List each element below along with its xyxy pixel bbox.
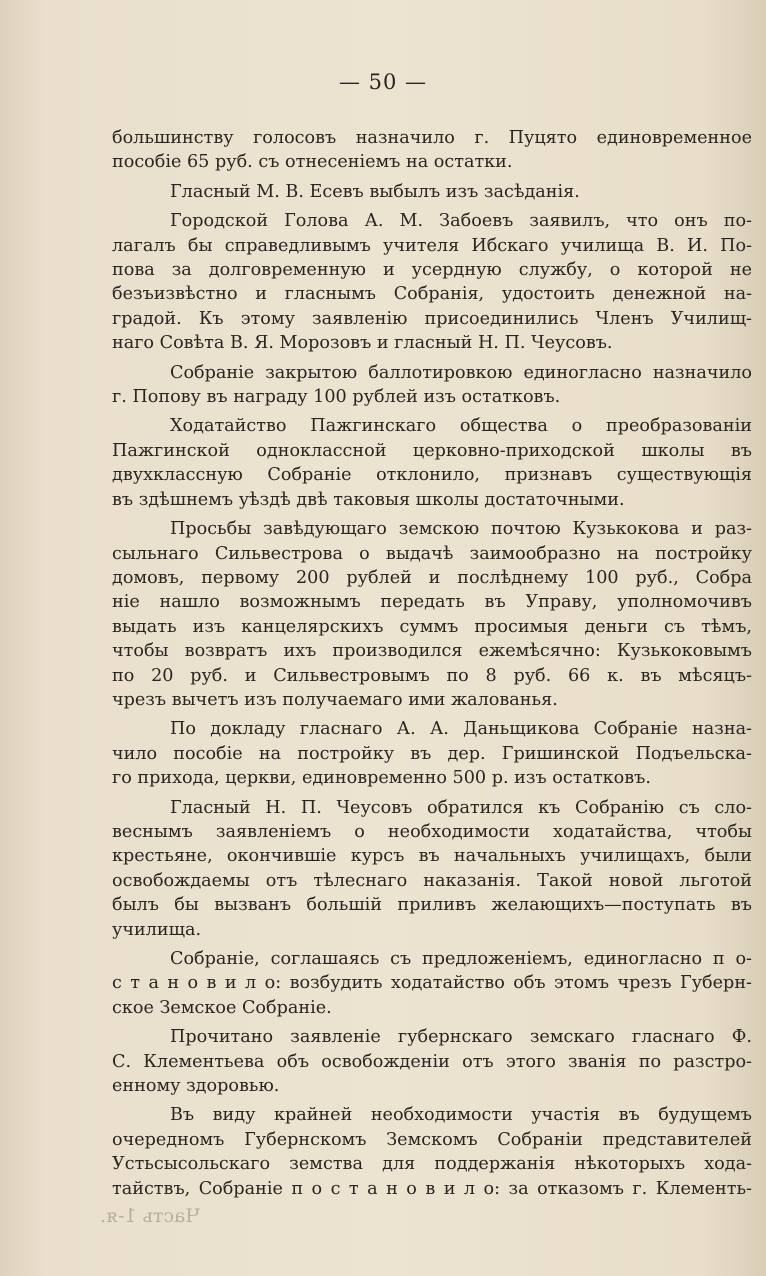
text-line: двухклассную Собраніе отклонило, признавъ существующія [112,465,752,486]
paragraph-3 [112,209,752,355]
text-line: Прочитано заявленіе губернскаго земскаго гласнаго Ф. [170,1027,752,1048]
text-line: былъ бы вызванъ большій приливъ желающихъ—поступать въ [112,895,752,916]
text-line: чило пособіе на постройку въ дер. Гришинской Подъельска- [112,743,752,764]
text-line: Гласный М. В. Есевъ выбылъ изъ засѣданія. [170,181,580,202]
text-line: чтобы возвратъ ихъ производился ежемѣсячно: Кузькоковымъ [112,641,752,662]
paragraph-2 [112,180,752,204]
text-line: крестьяне, окончившіе курсъ въ начальныхъ училищахъ, были [112,846,752,867]
text-line: го прихода, церкви, единовременно 500 р. изъ остатковъ. [112,768,651,789]
paragraph-7 [112,717,752,790]
paragraph-1 [112,126,752,175]
text-line: ское Земское Собраніе. [112,997,332,1018]
text-line: пова за долговременную и усердную службу, о которой не [112,260,752,281]
text-line: Устьсысольскаго земства для поддержанія нѣкоторыхъ хода- [112,1154,752,1175]
text-line: тайствъ, Собраніе п о с т а н о в и л о: за отказомъ г. Клементь- [112,1178,752,1199]
text-line: чрезъ вычетъ изъ получаемаго ими жалованья. [112,689,558,710]
signature-mark: Часть 1-я. [100,1205,201,1227]
text-line: по 20 руб. и Сильвестровымъ по 8 руб. 66 к. въ мѣсяцъ- [112,665,752,686]
body-text [112,126,752,1201]
paragraph-10 [112,1025,752,1098]
text-line: домовъ, первому 200 рублей и послѣднему 100 руб., Собра [112,567,752,588]
text-line: сыльнаго Сильвестрова о выдачѣ заимообразно на постройку [112,543,752,564]
text-line: очередномъ Губернскомъ Земскомъ Собраніи представителей [112,1129,752,1150]
text-line: освобождаемы отъ тѣлеснаго наказанія. Такой новой льготой [112,870,752,891]
text-line: Ходатайство Пажгинскаго общества о преобразованіи [170,416,752,437]
text-line: Въ виду крайней необходимости участія въ будущемъ [170,1105,752,1126]
text-line: пособіе 65 руб. съ отнесеніемъ на остатки. [112,152,513,173]
text-line: Гласный Н. П. Чеусовъ обратился къ Собранію съ сло- [170,797,752,818]
text-line: училища. [112,919,202,940]
text-line: Городской Голова А. М. Забоевъ заявилъ, что онъ по- [170,211,752,232]
paragraph-6 [112,517,752,712]
text-line: г. Попову въ награду 100 рублей изъ остатковъ. [112,387,561,408]
text-line: По докладу гласнаго А. А. Даньщикова Собраніе назна- [170,719,752,740]
text-line: большинству голосовъ назначило г. Пуцято единовременное [112,128,752,148]
paragraph-4 [112,361,752,410]
paragraph-9 [112,947,752,1020]
paragraph-5 [112,414,752,512]
text-line: наго Совѣта В. Я. Морозовъ и гласный Н. П. Чеусовъ. [112,333,613,354]
text-line: безъизвѣстно и гласнымъ Собранія, удостоить денежной на- [112,284,752,305]
paragraph-11 [112,1103,752,1201]
text-line: енному здоровью. [112,1076,280,1097]
text-line: с т а н о в и л о: возбудить ходатайство объ этомъ чрезъ Губерн- [112,973,752,994]
text-line: градой. Къ этому заявленію присоединились Членъ Училищ- [112,308,752,329]
text-line: ніе нашло возможнымъ передать въ Управу, уполномочивъ [112,592,752,613]
text-line: Пажгинской одноклассной церковно-приходской школы въ [112,440,752,461]
paragraph-8 [112,796,752,942]
text-line: С. Клементьева объ освобожденіи отъ этого званія по разстро- [112,1051,752,1072]
text-line: Собраніе, соглашаясь съ предложеніемъ, единогласно п о- [170,949,752,969]
text-line: веснымъ заявленіемъ о необходимости ходатайства, чтобы [112,821,752,842]
text-line: лагалъ бы справедливымъ учителя Ибскаго училища В. И. По- [112,235,752,256]
text-line: Собраніе закрытою баллотировкою единогласно назначило [170,362,752,383]
text-line: Просьбы завѣдующаго земскою почтою Кузькокова и раз- [170,519,752,540]
text-line: выдать изъ канцелярскихъ суммъ просимыя деньги съ тѣмъ, [112,616,752,637]
text-line: въ здѣшнемъ уѣздѣ двѣ таковыя школы достаточными. [112,489,625,510]
page-number: — 50 — [338,70,428,94]
